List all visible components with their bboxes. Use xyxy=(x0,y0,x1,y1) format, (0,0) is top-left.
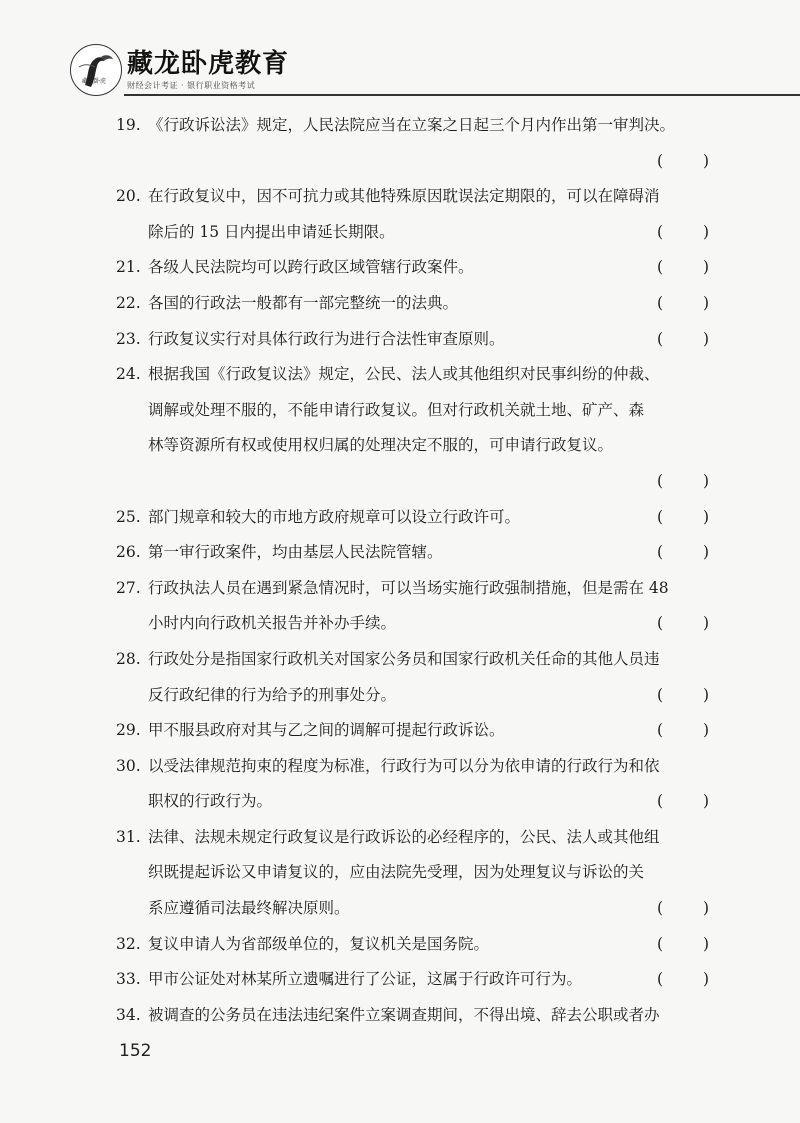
answer-blank[interactable] xyxy=(657,215,709,251)
question-text: 除后的 15 日内提出申请延长期限。 xyxy=(148,222,395,241)
question-item xyxy=(0,571,800,642)
question-item xyxy=(0,962,800,998)
answer-paren-open: ( xyxy=(657,934,664,953)
answer-paren-close: ) xyxy=(702,934,709,953)
question-text: 系应遵循司法最终解决原则。 xyxy=(148,899,350,918)
question-number: 23. xyxy=(116,329,141,348)
answer-paren-close: ) xyxy=(702,543,709,562)
brand-subtitle: 财经会计考证 · 银行职业资格考试 xyxy=(127,81,256,90)
question-text: 复议申请人为省部级单位的，复议机关是国务院。 xyxy=(148,934,490,953)
answer-paren-open: ( xyxy=(657,970,664,989)
answer-blank[interactable] xyxy=(657,535,709,571)
question-line xyxy=(0,927,800,963)
question-number: 30. xyxy=(116,756,141,775)
answer-blank[interactable] xyxy=(657,891,709,927)
question-text: 职权的行政行为。 xyxy=(148,792,273,811)
question-number: 27. xyxy=(116,578,141,597)
question-number: 26. xyxy=(116,543,141,562)
question-item xyxy=(0,535,800,571)
question-line xyxy=(0,678,800,714)
logo-emblem xyxy=(70,44,122,96)
answer-paren-close: ) xyxy=(702,507,709,526)
answer-blank[interactable] xyxy=(657,144,709,180)
answer-paren-open: ( xyxy=(657,685,664,704)
answer-blank[interactable] xyxy=(657,286,709,322)
crane-logo-icon xyxy=(71,45,121,95)
answer-paren-open: ( xyxy=(657,293,664,312)
question-text: 小时内向行政机关报告并补办手续。 xyxy=(148,614,397,633)
question-item xyxy=(0,749,800,820)
answer-paren-close: ) xyxy=(702,899,709,918)
question-number: 28. xyxy=(116,649,141,668)
brand-title: 藏龙卧虎教育 xyxy=(127,49,290,79)
question-line xyxy=(0,357,800,393)
answer-paren-close: ) xyxy=(702,792,709,811)
question-line xyxy=(0,428,800,464)
question-line xyxy=(0,784,800,820)
question-line xyxy=(0,606,800,642)
question-line xyxy=(0,855,800,891)
answer-paren-close: ) xyxy=(702,329,709,348)
question-line xyxy=(0,571,800,607)
question-number: 21. xyxy=(116,258,141,277)
answer-paren-open: ( xyxy=(657,614,664,633)
page-header xyxy=(0,0,800,100)
answer-blank[interactable] xyxy=(657,962,709,998)
question-number: 19. xyxy=(116,116,141,134)
question-line xyxy=(0,642,800,678)
question-text: 行政处分是指国家行政机关对国家公务员和国家行政机关任命的其他人员违 xyxy=(148,649,660,668)
question-text: 《行政诉讼法》规定，人民法院应当在立案之日起三个月内作出第一审判决。 xyxy=(148,116,676,134)
question-number: 31. xyxy=(116,827,141,846)
question-line xyxy=(0,962,800,998)
answer-blank[interactable] xyxy=(657,678,709,714)
question-list xyxy=(0,108,800,1033)
answer-paren-close: ) xyxy=(702,222,709,241)
question-text: 各级人民法院均可以跨行政区域管辖行政案件。 xyxy=(148,258,474,277)
question-item xyxy=(0,357,800,499)
question-item xyxy=(0,998,800,1034)
question-number: 25. xyxy=(116,507,141,526)
question-text: 以受法律规范拘束的程度为标准，行政行为可以分为依申请的行政行为和依 xyxy=(148,756,660,775)
answer-paren-open: ( xyxy=(657,721,664,740)
answer-paren-open: ( xyxy=(657,258,664,277)
question-item xyxy=(0,322,800,358)
question-text: 行政执法人员在遇到紧急情况时，可以当场实施行政强制措施，但是需在 48 xyxy=(148,578,669,597)
answer-paren-open: ( xyxy=(657,329,664,348)
answer-paren-open: ( xyxy=(657,899,664,918)
question-text: 根据我国《行政复议法》规定，公民、法人或其他组织对民事纠纷的仲裁、 xyxy=(148,365,660,384)
question-line xyxy=(0,820,800,856)
answer-blank[interactable] xyxy=(657,322,709,358)
question-text: 部门规章和较大的市地方政府规章可以设立行政许可。 xyxy=(148,507,521,526)
answer-paren-close: ) xyxy=(702,293,709,312)
question-item xyxy=(0,250,800,286)
question-number: 34. xyxy=(116,1005,141,1024)
question-line xyxy=(0,144,800,180)
answer-paren-open: ( xyxy=(657,507,664,526)
question-item xyxy=(0,286,800,322)
answer-paren-close: ) xyxy=(702,151,709,170)
question-line xyxy=(0,179,800,215)
question-item xyxy=(0,179,800,250)
question-number: 22. xyxy=(116,293,141,312)
question-line xyxy=(0,250,800,286)
question-line xyxy=(0,464,800,500)
question-text: 调解或处理不服的，不能申请行政复议。但对行政机关就土地、矿产、森 xyxy=(148,400,645,419)
question-text: 林等资源所有权或使用权归属的处理决定不服的，可申请行政复议。 xyxy=(148,436,614,455)
question-text: 法律、法规未规定行政复议是行政诉讼的必经程序的，公民、法人或其他组 xyxy=(148,827,660,846)
answer-paren-close: ) xyxy=(702,685,709,704)
answer-blank[interactable] xyxy=(657,713,709,749)
answer-blank[interactable] xyxy=(657,606,709,642)
question-number: 20. xyxy=(116,187,141,206)
answer-paren-close: ) xyxy=(702,721,709,740)
question-item xyxy=(0,927,800,963)
question-line xyxy=(0,108,800,144)
question-line xyxy=(0,286,800,322)
answer-blank[interactable] xyxy=(657,784,709,820)
answer-paren-close: ) xyxy=(702,471,709,490)
answer-blank[interactable] xyxy=(657,927,709,963)
answer-paren-open: ( xyxy=(657,222,664,241)
question-text: 反行政纪律的行为给予的刑事处分。 xyxy=(148,685,397,704)
question-text: 第一审行政案件，均由基层人民法院管辖。 xyxy=(148,543,443,562)
header-rule xyxy=(124,94,800,96)
question-text: 织既提起诉讼又申请复议的，应由法院先受理，因为处理复议与诉讼的关 xyxy=(148,863,645,882)
question-text: 甲不服县政府对其与乙之间的调解可提起行政诉讼。 xyxy=(148,721,505,740)
answer-blank[interactable] xyxy=(657,500,709,536)
question-number: 29. xyxy=(116,721,141,740)
answer-blank[interactable] xyxy=(657,464,709,500)
question-number: 33. xyxy=(116,970,141,989)
question-item xyxy=(0,500,800,536)
page-number: 152 xyxy=(119,1041,152,1061)
question-line xyxy=(0,891,800,927)
question-item xyxy=(0,713,800,749)
question-line xyxy=(0,998,800,1034)
question-line xyxy=(0,393,800,429)
question-number: 24. xyxy=(116,365,141,384)
question-line xyxy=(0,749,800,785)
question-text: 甲市公证处对林某所立遗嘱进行了公证，这属于行政许可行为。 xyxy=(148,970,583,989)
answer-paren-close: ) xyxy=(702,258,709,277)
answer-paren-open: ( xyxy=(657,151,664,170)
answer-blank[interactable] xyxy=(657,250,709,286)
answer-paren-close: ) xyxy=(702,970,709,989)
question-line xyxy=(0,535,800,571)
question-line xyxy=(0,215,800,251)
answer-paren-open: ( xyxy=(657,543,664,562)
question-item xyxy=(0,108,800,179)
question-line xyxy=(0,500,800,536)
question-text: 各国的行政法一般都有一部完整统一的法典。 xyxy=(148,293,459,312)
answer-paren-open: ( xyxy=(657,792,664,811)
question-item xyxy=(0,642,800,713)
logo-caption: 藏龙卧虎 xyxy=(82,78,107,85)
question-text: 被调查的公务员在违法违纪案件立案调查期间，不得出境、辞去公职或者办 xyxy=(148,1005,660,1024)
question-text: 行政复议实行对具体行政行为进行合法性审查原则。 xyxy=(148,329,505,348)
question-line xyxy=(0,322,800,358)
question-line xyxy=(0,713,800,749)
question-item xyxy=(0,820,800,927)
answer-paren-close: ) xyxy=(702,614,709,633)
question-text: 在行政复议中，因不可抗力或其他特殊原因耽误法定期限的，可以在障碍消 xyxy=(148,187,660,206)
answer-paren-open: ( xyxy=(657,471,664,490)
question-number: 32. xyxy=(116,934,141,953)
